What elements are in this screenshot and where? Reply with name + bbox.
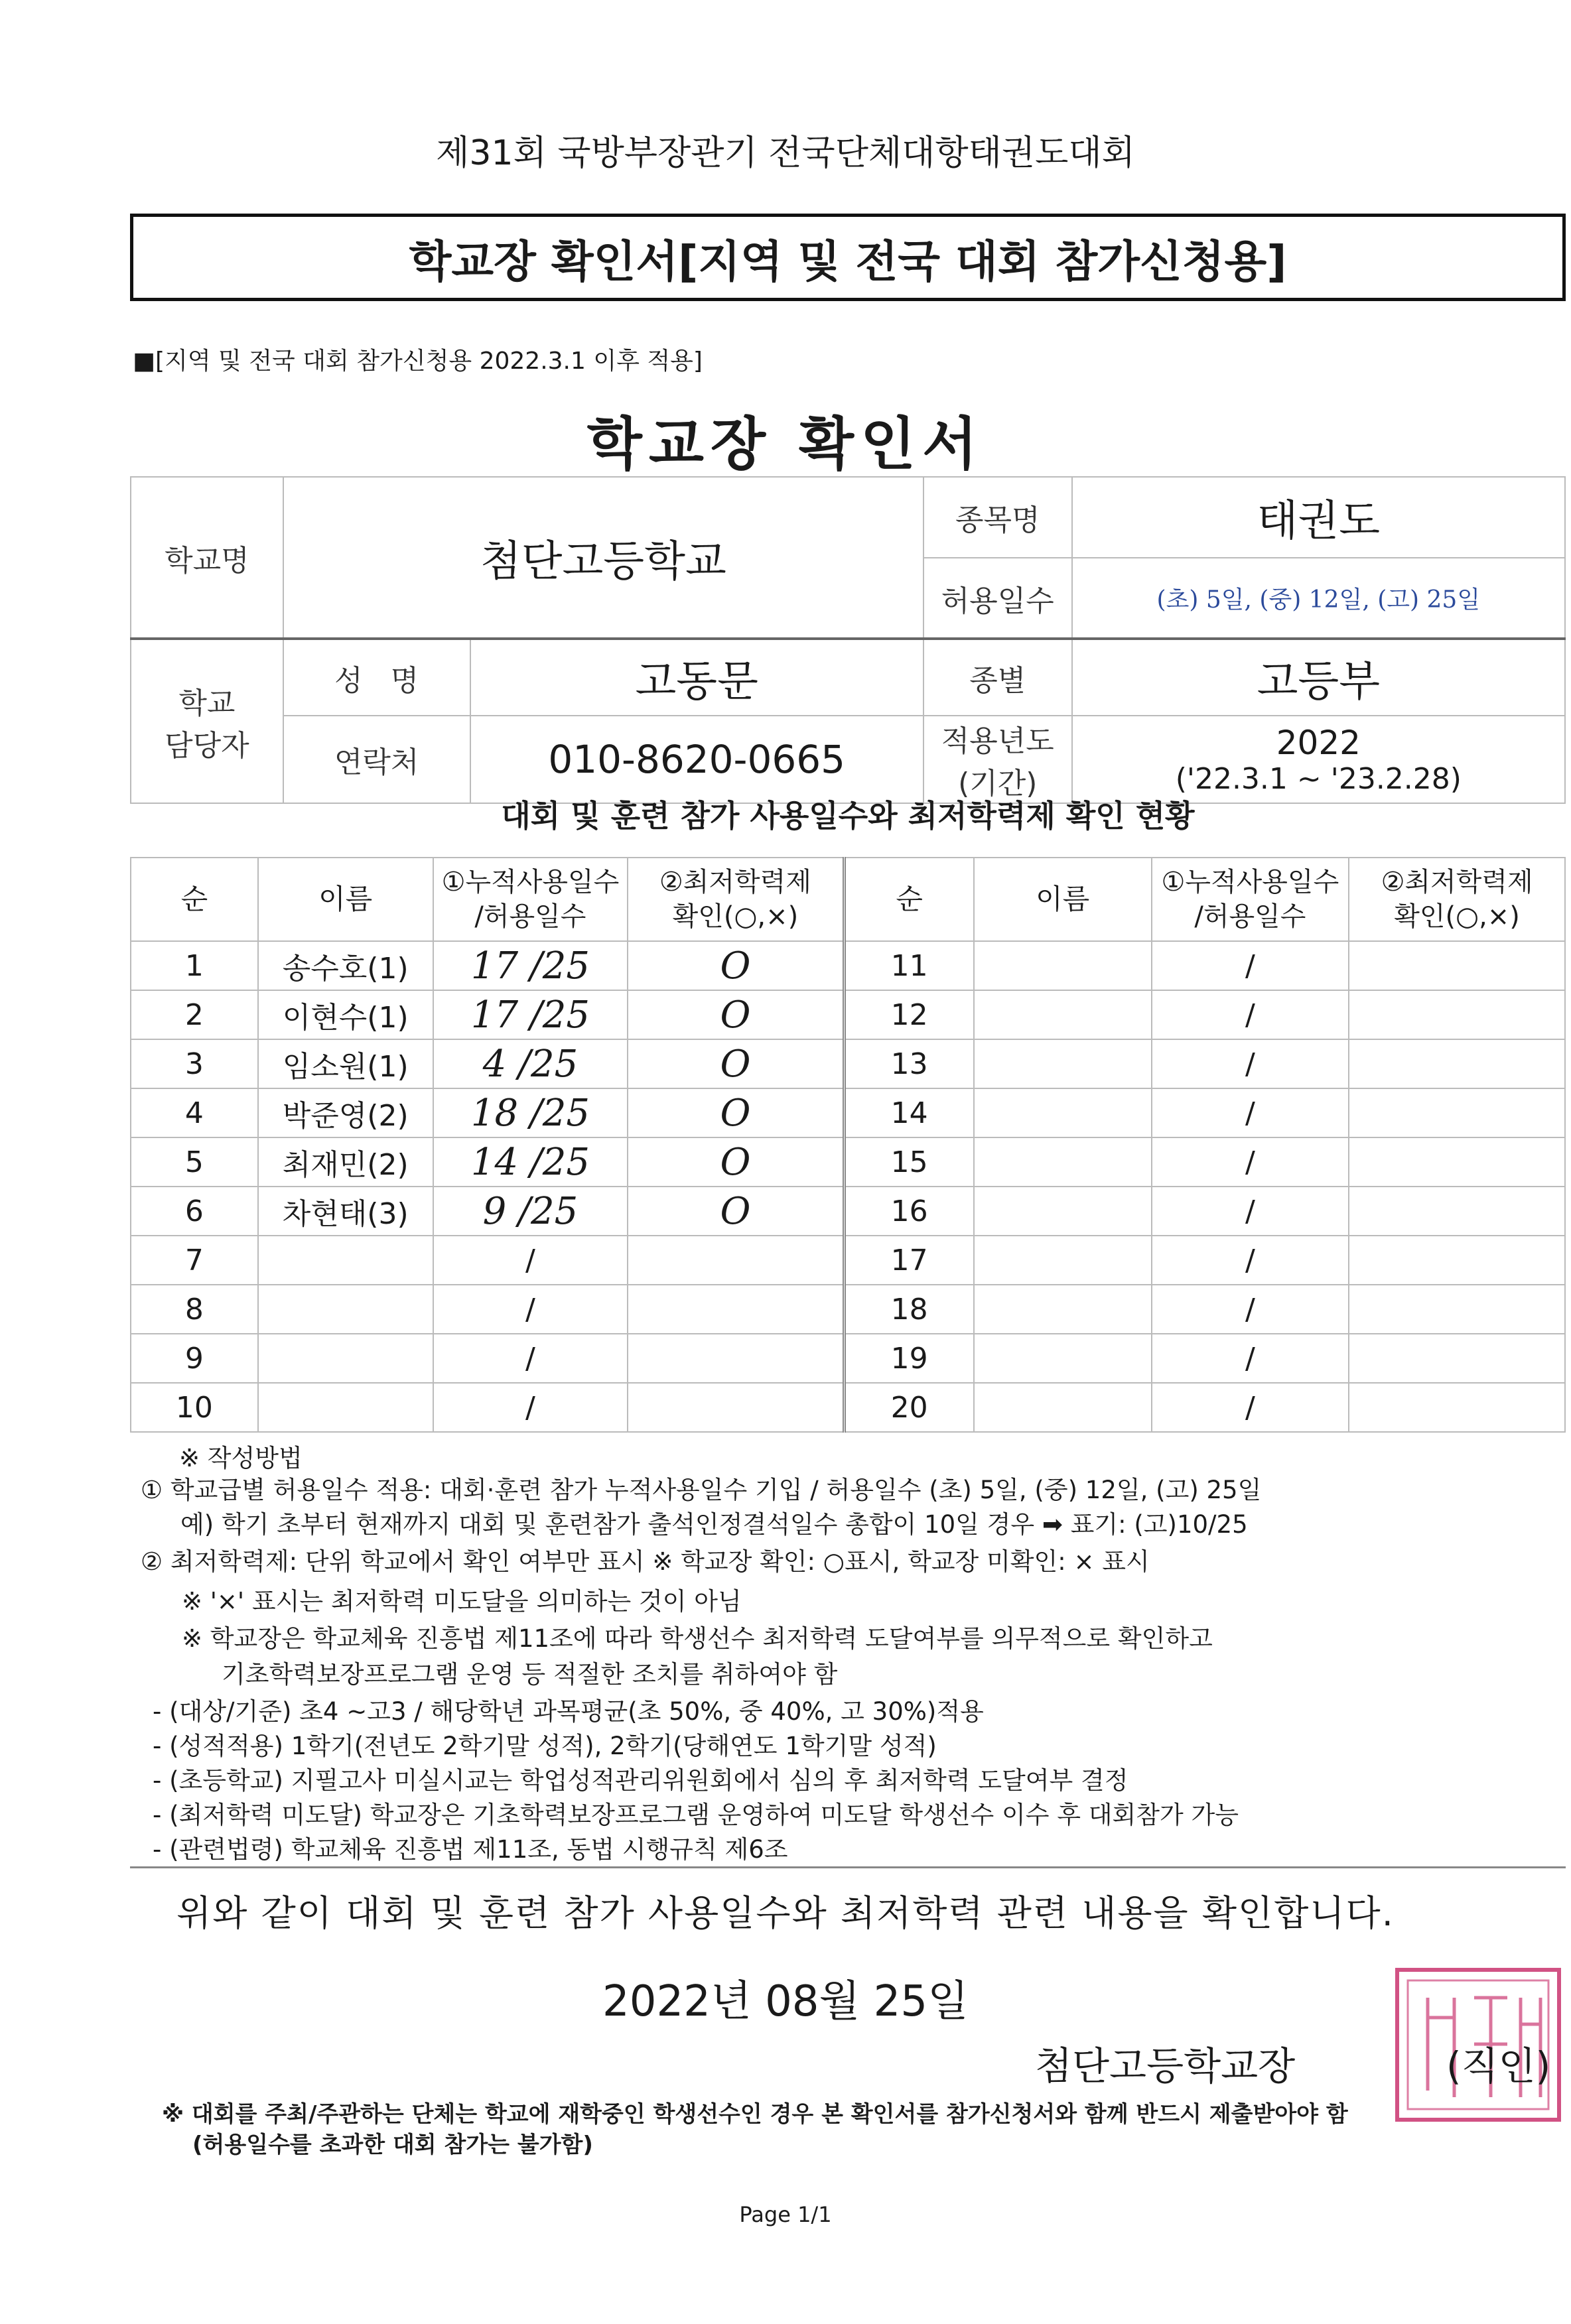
year-cell <box>1072 716 1565 803</box>
row-days: / <box>1152 1285 1349 1334</box>
row-days: 9 /25 <box>433 1187 628 1236</box>
row-days: 17 /25 <box>433 990 628 1039</box>
row-days: / <box>1152 1187 1349 1236</box>
sport: 태권도 <box>1072 477 1565 558</box>
row-name <box>258 1383 433 1432</box>
row-no: 11 <box>844 941 974 990</box>
category-label: 종별 <box>923 639 1072 716</box>
table-row <box>131 1039 1565 1088</box>
row-days: / <box>1152 941 1349 990</box>
contact-person-label <box>131 639 283 803</box>
year-label-line1: 적용년도 <box>941 724 1054 758</box>
row-no: 8 <box>131 1285 258 1334</box>
row-check: O <box>628 1039 844 1088</box>
row-days: / <box>1152 1236 1349 1285</box>
method-line: - (성적적용) 1학기(전년도 2학기말 성적), 2학기(당해연도 1학기말 성적) <box>153 1732 937 1760</box>
row-no: 14 <box>844 1088 974 1137</box>
row-no: 2 <box>131 990 258 1039</box>
col-check-header-right-line2: 확인(○,×) <box>1394 901 1520 932</box>
year: 2022 <box>1276 723 1361 762</box>
method-line: - (관련법령) 학교체육 진흥법 제11조, 동법 시행규칙 제6조 <box>153 1835 788 1864</box>
row-no: 20 <box>844 1383 974 1432</box>
row-check <box>628 1383 844 1432</box>
row-check <box>1349 990 1565 1039</box>
page-number: Page 1/1 <box>739 2202 832 2227</box>
row-check <box>628 1236 844 1285</box>
row-name <box>974 990 1152 1039</box>
row-name <box>974 1039 1152 1088</box>
confirm-statement: 위와 같이 대회 및 훈련 참가 사용일수와 최저학력 관련 내용을 확인합니다. <box>176 1892 1395 1934</box>
contact-person-label-line2: 담당자 <box>165 728 249 763</box>
row-name: 최재민(2) <box>258 1137 433 1187</box>
row-days: 14 /25 <box>433 1137 628 1187</box>
sport-label: 종목명 <box>923 477 1072 558</box>
category: 고등부 <box>1072 639 1565 716</box>
document-box-title: 학교장 확인서[지역 및 전국 대회 참가신청용] <box>130 214 1566 301</box>
row-check <box>1349 1285 1565 1334</box>
row-name <box>974 941 1152 990</box>
row-days: / <box>1152 1039 1349 1088</box>
row-name <box>974 1285 1152 1334</box>
row-days: / <box>433 1285 628 1334</box>
row-no: 12 <box>844 990 974 1039</box>
col-no-header: 순 <box>131 858 258 941</box>
event-title: 제31회 국방부장관기 전국단체대항태권도대회 <box>436 133 1135 173</box>
table-row <box>131 941 1565 990</box>
footer-note-line2: (허용일수를 초과한 대회 참가는 불가함) <box>192 2131 593 2158</box>
row-name <box>258 1236 433 1285</box>
col-check-header <box>628 858 844 941</box>
row-no: 6 <box>131 1187 258 1236</box>
col-days-header-line2: /허용일수 <box>474 901 586 932</box>
contact-person-label-line1: 학교 <box>178 686 236 720</box>
method-line: - (최저학력 미도달) 학교장은 기초학력보장프로그램 운영하여 미도달 학생선수 이수 후 대회참가 가능 <box>153 1801 1239 1829</box>
footer-note <box>162 2100 1348 2161</box>
roster-table <box>130 857 1566 1433</box>
row-no: 13 <box>844 1039 974 1088</box>
method-line: ※ 학교장은 학교체육 진흥법 제11조에 따라 학생선수 최저학력 도달여부를 의무적으로 확인하고 <box>182 1624 1213 1653</box>
table-row <box>131 990 1565 1039</box>
row-no: 9 <box>131 1334 258 1383</box>
row-check <box>1349 1039 1565 1088</box>
row-days: / <box>433 1334 628 1383</box>
method-line: ① 학교급별 허용일수 적용: 대회·훈련 참가 누적사용일수 기입 / 허용일수 (초) 5일, (중) 12일, (고) 25일 <box>141 1476 1262 1504</box>
row-no: 10 <box>131 1383 258 1432</box>
row-name: 차현태(3) <box>258 1187 433 1236</box>
row-days: 17 /25 <box>433 941 628 990</box>
row-no: 5 <box>131 1137 258 1187</box>
method-line: 예) 학기 초부터 현재까지 대회 및 훈련참가 출석인정결석일수 총합이 10일 경우 ➡ 표기: (고)10/25 <box>180 1510 1248 1539</box>
row-check <box>1349 1236 1565 1285</box>
row-no: 3 <box>131 1039 258 1088</box>
row-name: 박준영(2) <box>258 1088 433 1137</box>
seal-label: (직인) <box>1446 2043 1551 2089</box>
table-row <box>131 1285 1565 1334</box>
section-title: 대회 및 훈련 참가 사용일수와 최저학력제 확인 현황 <box>501 798 1195 834</box>
row-name <box>974 1236 1152 1285</box>
table-row <box>131 1088 1565 1137</box>
applies-note: ■[지역 및 전국 대회 참가신청용 2022.3.1 이후 적용] <box>133 348 703 375</box>
allowed-days-label: 허용일수 <box>923 558 1072 639</box>
row-check <box>1349 1088 1565 1137</box>
row-name <box>974 1334 1152 1383</box>
name-label: 성 명 <box>283 639 470 716</box>
col-days-header <box>433 858 628 941</box>
row-no: 15 <box>844 1137 974 1187</box>
row-days: / <box>1152 1088 1349 1137</box>
method-line: - (초등학교) 지필고사 미실시교는 학업성적관리위원회에서 심의 후 최저학력 도달여부 결정 <box>153 1766 1128 1795</box>
row-days: / <box>433 1236 628 1285</box>
method-line: 기초학력보장프로그램 운영 등 적절한 조치를 취하여야 함 <box>222 1660 838 1689</box>
table-row <box>131 1187 1565 1236</box>
table-row <box>131 1334 1565 1383</box>
phone-label: 연락처 <box>283 716 470 803</box>
row-name <box>974 1187 1152 1236</box>
col-check-header-right-line1: ②최저학력제 <box>1381 867 1533 897</box>
method-line: - (대상/기준) 초4 ~고3 / 해당학년 과목평균(초 50%, 중 40%, 고 30%)적용 <box>153 1697 984 1726</box>
row-check <box>1349 1383 1565 1432</box>
row-days: 4 /25 <box>433 1039 628 1088</box>
row-no: 16 <box>844 1187 974 1236</box>
row-name <box>974 1137 1152 1187</box>
row-check <box>1349 1187 1565 1236</box>
row-check <box>1349 1334 1565 1383</box>
col-name-header-right: 이름 <box>974 858 1152 941</box>
row-days: / <box>1152 1383 1349 1432</box>
col-name-header: 이름 <box>258 858 433 941</box>
school-name-label: 학교명 <box>131 477 283 639</box>
row-check: O <box>628 1187 844 1236</box>
row-name <box>258 1285 433 1334</box>
table-row <box>131 1137 1565 1187</box>
row-no: 4 <box>131 1088 258 1137</box>
row-days: 18 /25 <box>433 1088 628 1137</box>
row-no: 1 <box>131 941 258 990</box>
row-days: / <box>1152 1334 1349 1383</box>
col-check-header-line1: ②최저학력제 <box>659 867 811 897</box>
row-name: 임소원(1) <box>258 1039 433 1088</box>
method-line: ② 최저학력제: 단위 학교에서 확인 여부만 표시 ※ 학교장 확인: ○표시, 학교장 미확인: × 표시 <box>141 1547 1150 1576</box>
method-line: ※ '×' 표시는 최저학력 미도달을 의미하는 것이 아님 <box>182 1587 742 1616</box>
phone: 010-8620-0665 <box>470 716 923 803</box>
row-check: O <box>628 941 844 990</box>
row-no: 17 <box>844 1236 974 1285</box>
col-days-header-right-line2: /허용일수 <box>1194 901 1306 932</box>
table-row <box>131 1383 1565 1432</box>
row-name: 이현수(1) <box>258 990 433 1039</box>
info-table <box>130 476 1566 804</box>
row-no: 7 <box>131 1236 258 1285</box>
school-name: 첨단고등학교 <box>283 477 923 639</box>
row-check <box>1349 1137 1565 1187</box>
contact-name: 고동문 <box>470 639 923 716</box>
principal-name: 첨단고등학교장 <box>1035 2043 1296 2089</box>
issue-date: 2022년 08월 25일 <box>602 1977 969 2026</box>
row-check: O <box>628 990 844 1039</box>
row-days: / <box>1152 1137 1349 1187</box>
row-check <box>628 1334 844 1383</box>
col-check-header-line2: 확인(○,×) <box>672 901 799 932</box>
row-check <box>1349 941 1565 990</box>
document-title: 학교장 확인서 <box>586 411 985 478</box>
col-no-header-right: 순 <box>844 858 974 941</box>
col-days-header-right <box>1152 858 1349 941</box>
col-days-header-line1: ①누적사용일수 <box>441 867 620 897</box>
col-days-header-right-line1: ①누적사용일수 <box>1161 867 1339 897</box>
row-days: / <box>1152 990 1349 1039</box>
table-row <box>131 1236 1565 1285</box>
method-heading: ※ 작성방법 <box>179 1444 303 1472</box>
allowed-days: (초) 5일, (중) 12일, (고) 25일 <box>1072 558 1565 639</box>
row-check: O <box>628 1088 844 1137</box>
row-name <box>974 1088 1152 1137</box>
year-label-line2: (기간) <box>958 767 1038 801</box>
row-name <box>974 1383 1152 1432</box>
col-check-header-right <box>1349 858 1565 941</box>
row-check <box>628 1285 844 1334</box>
row-check: O <box>628 1137 844 1187</box>
footer-note-line1: ※ 대회를 주최/주관하는 단체는 학교에 재학중인 학생선수인 경우 본 확인서를 참가신청서와 함께 반드시 제출받아야 함 <box>162 2101 1348 2128</box>
row-days: / <box>433 1383 628 1432</box>
row-no: 19 <box>844 1334 974 1383</box>
divider <box>130 1866 1566 1868</box>
period: ('22.3.1 ~ '23.2.28) <box>1175 761 1462 796</box>
year-label <box>923 716 1072 803</box>
row-name <box>258 1334 433 1383</box>
row-no: 18 <box>844 1285 974 1334</box>
row-name: 송수호(1) <box>258 941 433 990</box>
